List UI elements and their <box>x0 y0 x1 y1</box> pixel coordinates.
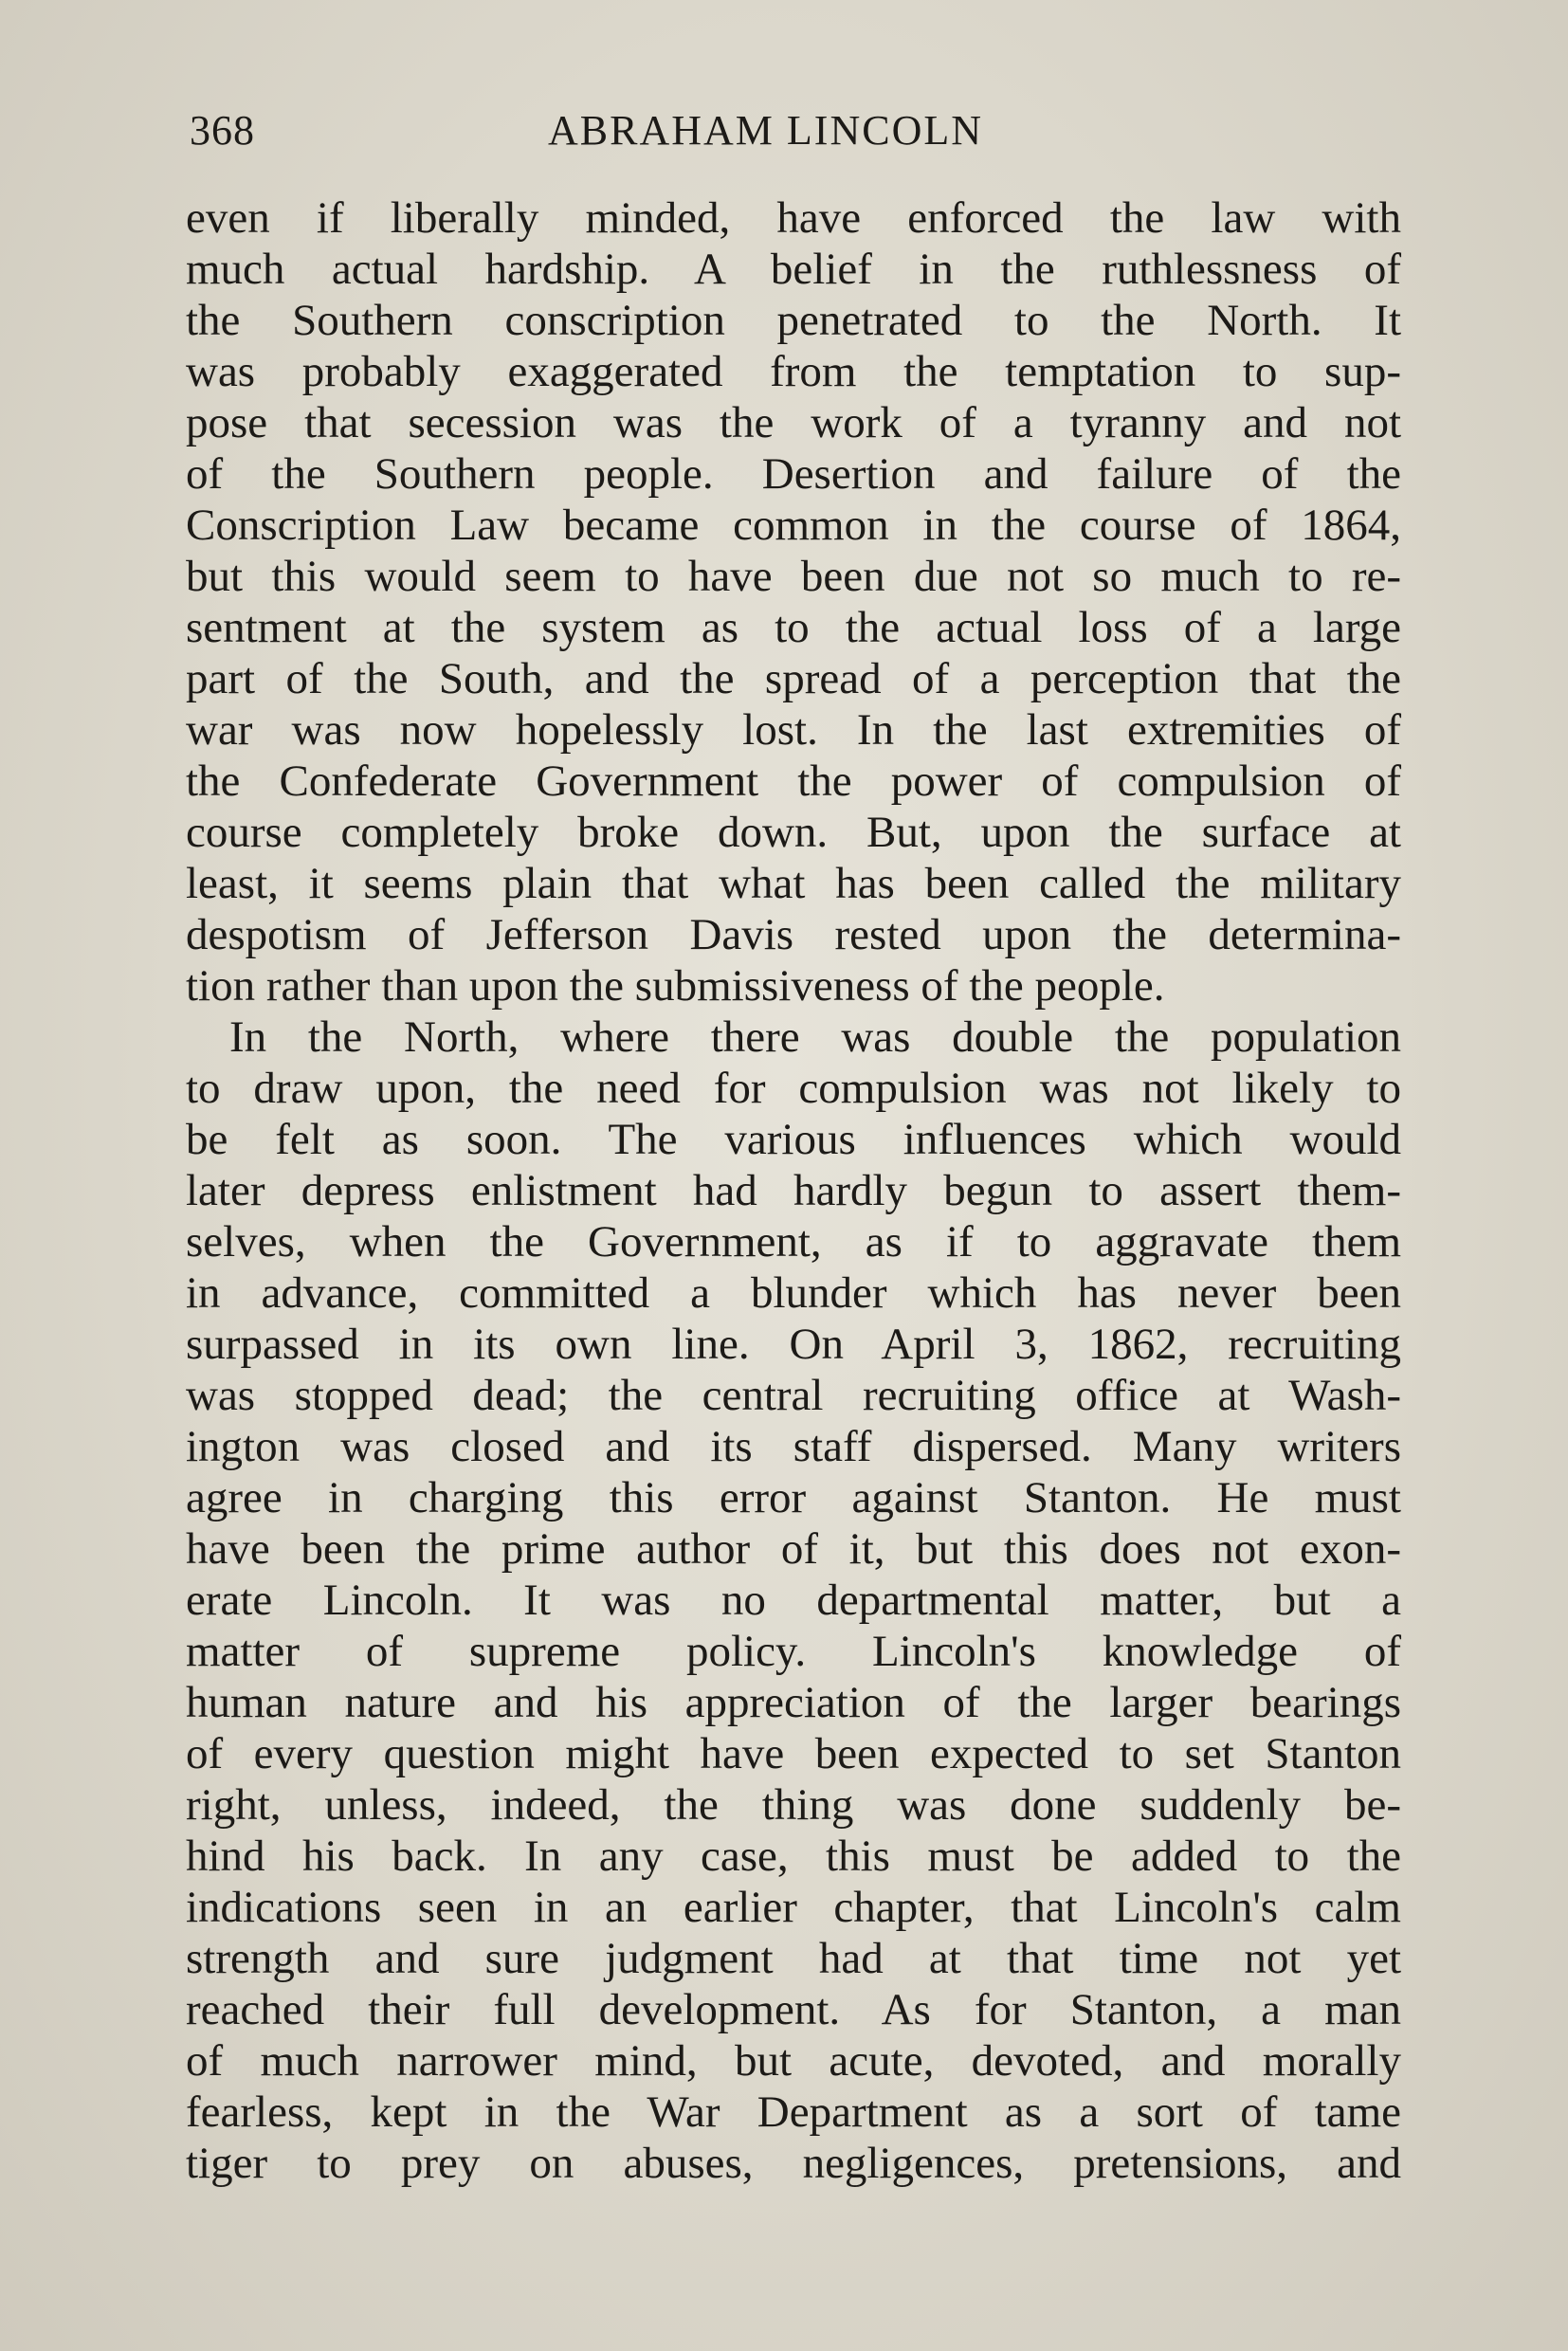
text-line: was probably exaggerated from the temptation to sup- <box>186 347 1401 396</box>
text-line: course completely broke down. But, upon the surface at <box>186 808 1401 857</box>
text-line: pose that secession was the work of a tyranny and not <box>186 398 1401 447</box>
page-number: 368 <box>190 107 255 154</box>
text-line: have been the prime author of it, but this does not exon- <box>186 1524 1401 1574</box>
text-line: erate Lincoln. It was no departmental matter, but a <box>186 1576 1401 1625</box>
text-line: In the North, where there was double the population <box>229 1012 1401 1062</box>
text-line: despotism of Jefferson Davis rested upon the determina- <box>186 910 1401 959</box>
text-line: to draw upon, the need for compulsion was not likely to <box>186 1064 1401 1113</box>
text-line: much actual hardship. A belief in the ruthlessness of <box>186 245 1401 294</box>
text-line: least, it seems plain that what has been called the military <box>186 859 1401 908</box>
text-line: of the Southern people. Desertion and failure of the <box>186 449 1401 499</box>
text-line: Conscription Law became common in the course of 1864, <box>186 501 1401 550</box>
running-head <box>190 106 1043 163</box>
text-line: part of the South, and the spread of a perception that the <box>186 654 1401 703</box>
text-line: indications seen in an earlier chapter, that Lincoln's calm <box>186 1883 1401 1932</box>
text-line: later depress enlistment had hardly begun to assert them- <box>186 1166 1401 1215</box>
text-line: war was now hopelessly lost. In the last extremities of <box>186 705 1401 755</box>
text-line: in advance, committed a blunder which has never been <box>186 1268 1401 1318</box>
text-line: agree in charging this error against Stanton. He must <box>186 1473 1401 1522</box>
text-line: selves, when the Government, as if to aggravate them <box>186 1217 1401 1267</box>
text-line: right, unless, indeed, the thing was done suddenly be- <box>186 1780 1401 1830</box>
text-line: hind his back. In any case, this must be added to the <box>186 1832 1401 1881</box>
text-line: tiger to prey on abuses, negligences, pretensions, and <box>186 2139 1401 2188</box>
running-title: ABRAHAM LINCOLN <box>548 107 983 154</box>
text-line: be felt as soon. The various influences which would <box>186 1115 1401 1164</box>
body-text <box>186 192 1401 2189</box>
text-line: of much narrower mind, but acute, devoted, and morally <box>186 2036 1401 2086</box>
text-line: tion rather than upon the submissiveness of the people. <box>186 961 1165 1011</box>
text-line: fearless, kept in the War Department as a sort of tame <box>186 2087 1401 2137</box>
text-line: strength and sure judgment had at that time not yet <box>186 1934 1401 1983</box>
text-line: was stopped dead; the central recruiting office at Wash- <box>186 1371 1401 1420</box>
text-line: of every question might have been expected to set Stanton <box>186 1729 1401 1778</box>
text-line: reached their full development. As for Stanton, a man <box>186 1985 1401 2034</box>
text-line: the Southern conscription penetrated to the North. It <box>186 296 1401 345</box>
text-line: ington was closed and its staff dispersed. Many writers <box>186 1422 1401 1471</box>
text-line: even if liberally minded, have enforced the law with <box>186 193 1401 243</box>
text-line: human nature and his appreciation of the larger bearings <box>186 1678 1401 1727</box>
text-line: sentment at the system as to the actual loss of a large <box>186 603 1401 652</box>
text-line: matter of supreme policy. Lincoln's knowledge of <box>186 1627 1401 1676</box>
text-line: but this would seem to have been due not so much to re- <box>186 552 1401 601</box>
text-line: the Confederate Government the power of compulsion of <box>186 756 1401 806</box>
text-line: surpassed in its own line. On April 3, 1862, recruiting <box>186 1320 1401 1369</box>
